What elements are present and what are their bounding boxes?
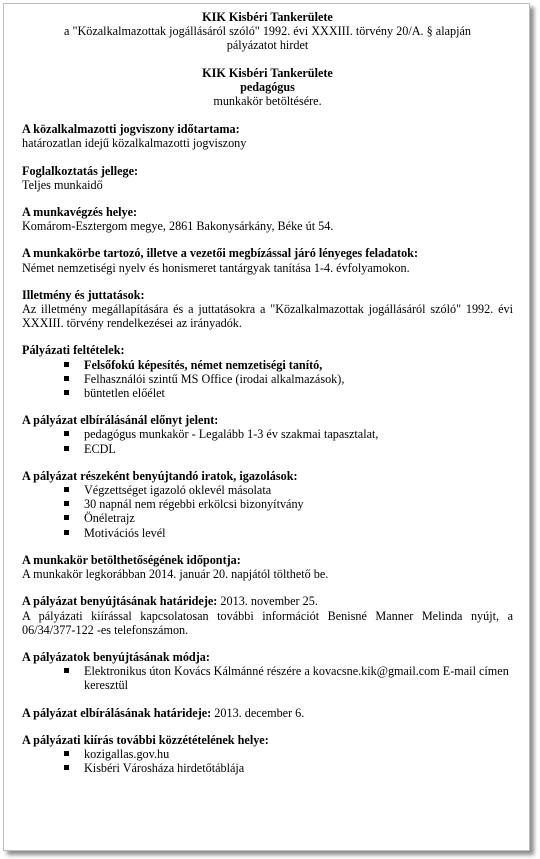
section-text: határozatlan idejű közalkalmazotti jogviszony (22, 136, 247, 151)
bullet-icon (64, 530, 69, 535)
list-item: büntetlen előélet (22, 386, 513, 400)
list-item: Felhasználói szintű MS Office (irodai alkalmazások), (22, 372, 513, 386)
deadline-line (22, 594, 513, 608)
submission-list (22, 664, 513, 692)
documents-list (22, 483, 513, 540)
bullet-icon (64, 446, 69, 451)
section-heading: Foglalkoztatás jellege: (22, 163, 139, 178)
header-purpose: munkakör betöltésére. (213, 94, 322, 109)
bullet-icon (64, 487, 69, 492)
advantages-list (22, 427, 513, 455)
section-text: Az illetmény megállapítására és a juttatásokra a "Közalkalmazottak jogállásáról szóló" 1992. évi XXXIII. törvény rendelkezései az irányadók. (22, 302, 513, 331)
bullet-icon (64, 501, 69, 506)
bullet-icon (64, 390, 69, 395)
section-deadline (22, 594, 513, 637)
bullet-icon (64, 362, 69, 367)
list-item: 30 napnál nem régebbi erkölcsi bizonyítvány (22, 497, 513, 511)
bullet-icon (64, 515, 69, 520)
publication-list (22, 747, 513, 775)
list-item: Kisbéri Városháza hirdetőtáblája (22, 761, 513, 775)
bullet-icon (64, 376, 69, 381)
section-advantages (22, 413, 513, 456)
section-employment (22, 164, 513, 192)
section-text: Komárom-Esztergom megye, 2861 Bakonysárkány, Béke út 54. (22, 219, 334, 234)
section-heading: A pályázat részeként benyújtandó iratok, igazolások: (22, 468, 298, 483)
header-position: pedagógus (240, 79, 295, 94)
list-item: kozigallas.gov.hu (22, 747, 513, 761)
section-documents (22, 469, 513, 540)
section-heading: A pályázat elbírálásánál előnyt jelent: (22, 413, 219, 428)
section-submission (22, 650, 513, 693)
section-heading: Pályázati feltételek: (22, 343, 125, 358)
section-heading: A pályázatok benyújtásának módja: (22, 649, 210, 664)
section-duties (22, 246, 513, 274)
header-announce: pályázatot hirdet (226, 38, 309, 53)
section-heading: A munkakör betölthetőségének időpontja: (22, 552, 241, 567)
section-publication (22, 733, 513, 776)
bullet-icon (64, 751, 69, 756)
section-decision (22, 706, 513, 720)
decision-line (22, 706, 513, 720)
section-duration (22, 122, 513, 150)
bullet-icon (64, 765, 69, 770)
list-item: Önéletrajz (22, 511, 513, 525)
list-item: ECDL (22, 442, 513, 456)
section-heading: A pályázat benyújtásának határideje: (22, 594, 218, 609)
document-page (3, 3, 530, 851)
header-org-2: KIK Kisbéri Tankerülete (202, 65, 333, 80)
section-heading: Illetmény és juttatások: (22, 287, 145, 302)
deadline-date: 2013. november 25. (217, 594, 318, 609)
list-item: pedagógus munkakör - Legalább 1-3 év szakmai tapasztalat, (22, 427, 513, 441)
section-text: A munkakör legkorábban 2014. január 20. napjától tölthető be. (22, 567, 329, 582)
section-text: Német nemzetiségi nyelv és honismeret tantárgyak tanítása 1-4. évfolyamokon. (22, 260, 410, 275)
bullet-icon (64, 431, 69, 436)
section-text: A pályázati kiírással kapcsolatosan további információt Benisné Manner Melinda nyújt, a 06/34/377-122 -es telefonszámon. (22, 608, 513, 637)
header-org: KIK Kisbéri Tankerülete (202, 10, 333, 24)
section-heading: A pályázat elbírálásának határideje: (22, 705, 212, 720)
list-item: Motivációs levél (22, 526, 513, 540)
section-text: Teljes munkaidő (22, 177, 103, 192)
section-heading: A munkakörbe tartozó, illetve a vezetői megbízással járó lényeges feladatok: (22, 246, 419, 261)
requirements-list (22, 358, 513, 401)
header-law-line: a "Közalkalmazottak jogállásáról szóló" 1992. évi XXXIII. törvény 20/A. § alapján (64, 24, 471, 39)
section-start (22, 553, 513, 581)
document-content (22, 10, 513, 775)
section-heading: A közalkalmazotti jogviszony időtartama: (22, 122, 240, 137)
section-salary (22, 288, 513, 331)
list-item: Felsőfokú képesítés, német nemzetiségi tanító, (22, 358, 513, 372)
bullet-icon (64, 668, 69, 673)
section-heading: A munkavégzés helye: (22, 205, 138, 220)
list-item: Végzettséget igazoló oklevél másolata (22, 483, 513, 497)
section-place (22, 205, 513, 233)
decision-date: 2013. december 6. (211, 705, 305, 720)
section-requirements (22, 343, 513, 400)
section-heading: A pályázati kiírás további közzétételének helye: (22, 732, 269, 747)
list-item: Elektronikus úton Kovács Kálmánné részére a kovacsne.kik@gmail.com E-mail címen keresztül (22, 664, 513, 692)
